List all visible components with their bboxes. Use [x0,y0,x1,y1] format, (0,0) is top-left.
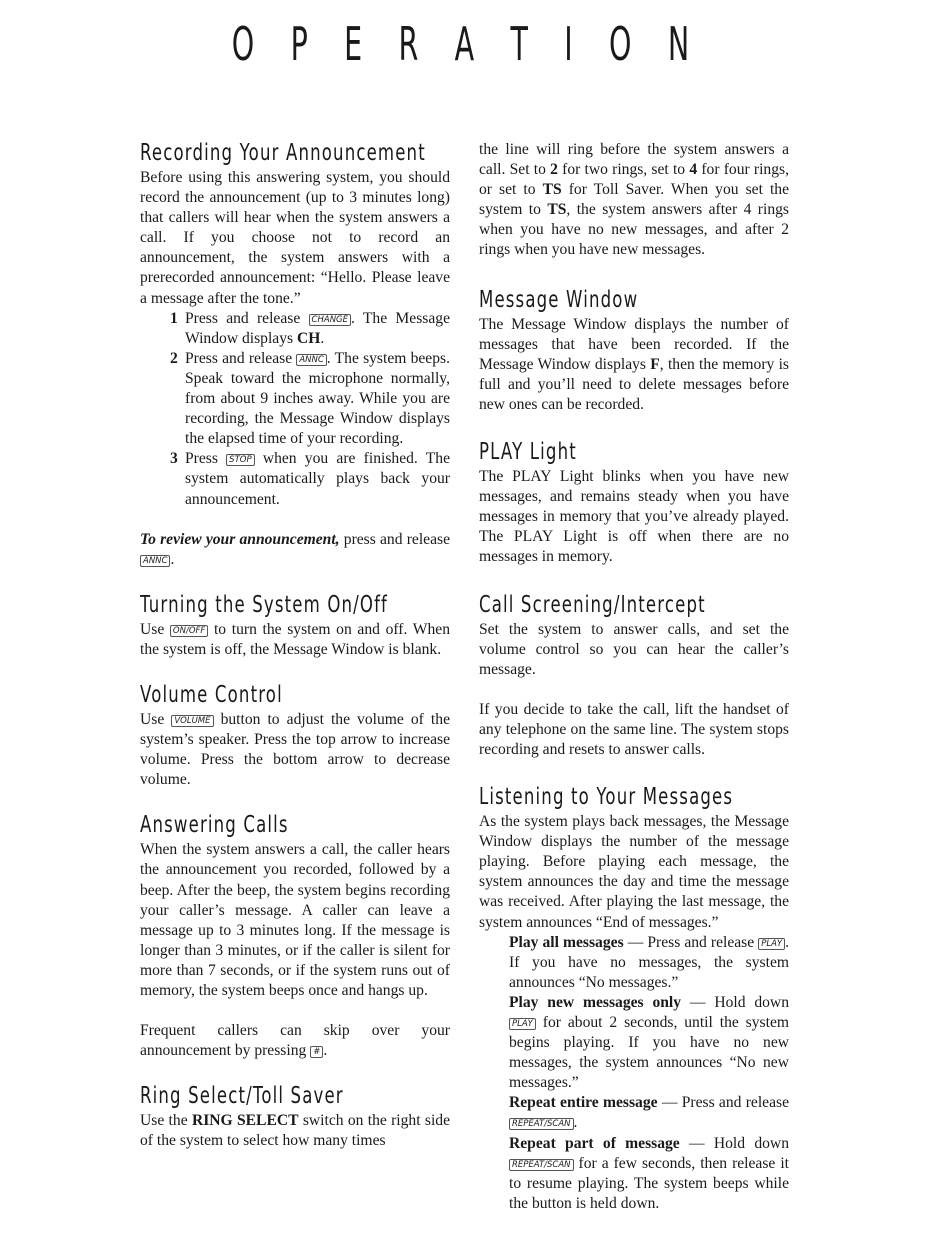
step-text: . The Message Window displays [185,309,450,347]
heading-answering: Answering Calls [140,812,289,839]
step-2 [170,349,450,449]
review-text: press and release [339,530,450,548]
recording-intro: Before using this answering system, you should record the announcement (up to 3 minutes long) that callers will hear when the system answers a call. If you choose not to record an announcement, the system answers with a prerecorded announcement: “Hello. Please leave a message after the tone.” [140,169,450,307]
skip-end: . [323,1042,328,1060]
repeat-scan-key-icon: REPEAT/SCAN [509,1118,574,1130]
ring-continued [479,140,789,261]
page-title: O P E R A T I O N [231,17,703,71]
ring-setting-4: 4 [689,161,698,179]
option-pre: — Press and release [623,933,755,951]
listening-intro: As the system plays back messages, the Message Window displays the number of the message playing. Before playing each message, the system announces the day and time the message was received. After playing the last message, the system announces “End of messages.” [479,813,789,931]
option-title: Repeat entire message [509,1094,658,1112]
onoff-text [140,620,450,660]
annc-key-icon: ANNC [140,555,170,567]
step-text: . [320,329,325,347]
step-1 [170,309,450,349]
ring-cont-text: for two rings, set to [562,161,686,179]
ring-select-switch: RING SELECT [191,1112,299,1130]
step-number: 3 [170,450,178,468]
heading-screening: Call Screening/Intercept [479,591,706,618]
section-volume [140,680,450,790]
onoff-post: to turn the system on and off. When the system is off, the Message Window is blank. [140,620,450,658]
option-repeat-entire [509,1093,789,1133]
section-ring [140,1081,450,1151]
step-3 [170,449,450,509]
repeat-scan-key-icon: REPEAT/SCAN [509,1159,574,1171]
recording-steps [140,309,450,510]
step-number: 1 [170,309,178,327]
option-title: Repeat part of message [509,1134,680,1152]
screening-text-2: If you decide to take the call, lift the handset of any telephone on the same line. The system stops recording and resets to answer calls. [479,700,789,758]
section-onoff [140,590,450,660]
ring-setting-2: 2 [550,161,558,179]
mw-pre: The Message Window displays the number of messages that have been recorded. If the Message Window displays [479,315,789,373]
heading-ring: Ring Select/Toll Saver [140,1083,344,1110]
ring-cont-text: for four rings, or set to [479,161,789,199]
option-title: Play new messages only [509,993,682,1011]
heading-play-light: PLAY Light [479,439,577,466]
message-window-text [479,315,789,415]
option-play-all [509,933,789,993]
section-answering [140,810,450,1061]
section-recording [140,138,450,570]
ring-setting-ts: TS [542,181,562,199]
ring-post: switch on the right side of the system to select how many times [140,1112,450,1150]
volume-post: button to adjust the volume of the system’s speaker. Press the top arrow to increase volume. Press the bottom arrow to decrease volume. [140,710,450,789]
heading-listening: Listening to Your Messages [479,784,734,811]
option-pre: — Press and release [657,1094,790,1112]
heading-volume: Volume Control [140,681,283,708]
ring-cont-text: , the system answers after 4 rings when you have no new messages, and after 2 rings when you have new messages. [479,201,789,259]
heading-onoff: Turning the System On/Off [140,591,389,618]
ring-pre: Use the [140,1112,188,1130]
step-text: Press and release [185,309,301,327]
change-key-icon: CHANGE [309,314,351,326]
option-pre: — Hold down [679,1134,789,1152]
step-text: Press [185,450,218,468]
answering-text: When the system answers a call, the caller hears the announcement you recorded, followed by a beep. After the beep, the system begins recording your caller’s message. A caller can leave a message up to 3 minutes long. If the message is longer than 3 minutes, or if the caller is silent for more than 7 seconds, or if the system runs out of memory, the system beeps once and hangs up. [140,841,450,999]
annc-key-icon: ANNC [296,354,326,366]
listening-options [479,933,789,1214]
ring-text [140,1111,450,1151]
option-play-new [509,993,789,1093]
volume-key-icon: VOLUME [171,715,213,727]
onoff-pre: Use [140,620,165,638]
pound-key-icon: # [310,1046,323,1058]
right-column [479,140,789,1214]
display-ch: CH [297,329,321,347]
ring-cont-text: the line will ring before the system answers a call. Set to [479,141,789,179]
heading-message-window: Message Window [479,286,639,313]
answering-skip [140,1021,450,1061]
step-text: when you are finished. The system automatically plays back your announcement. [185,450,450,508]
step-text: Press and release [185,349,293,367]
review-end: . [170,550,175,568]
onoff-key-icon: ON/OFF [170,625,208,637]
play-light-text: The PLAY Light blinks when you have new messages, and remains steady when you have messages in memory that you’ve already played. The PLAY Light is off when there are no messages in memory. [479,468,789,566]
play-key-icon: PLAY [509,1018,536,1030]
section-message-window [479,285,789,415]
volume-text [140,710,450,790]
option-post: . [573,1114,578,1132]
section-play-light [479,437,789,567]
heading-recording: Recording Your Announcement [140,140,426,166]
section-listening [479,782,789,1214]
display-f: F [650,355,660,373]
mw-post: , then the memory is full and you’ll need to delete messages before new ones can be recorded. [479,355,789,413]
screening-text-1: Set the system to answer calls, and set the volume control so you can hear the caller’s message. [479,620,789,678]
section-screening [479,590,789,761]
left-column [140,138,450,1151]
option-pre: — Hold down [681,993,789,1011]
step-text: . The system beeps. Speak toward the microphone normally, from about 9 inches away. While you are recording, the Message Window displays the elapsed time of your recording. [185,349,450,448]
play-key-icon: PLAY [758,938,785,950]
ring-cont-text: for Toll Saver. When you set the system to [479,181,789,219]
stop-key-icon: STOP [226,454,254,466]
option-post: for a few seconds, then release it to resume playing. The system beeps while the button is held down. [509,1154,789,1212]
option-post: . If you have no messages, the system announces “No messages.” [509,933,790,991]
option-post: for about 2 seconds, until the system begins playing. If you have no new messages, the system announces “No new messages.” [509,1014,789,1092]
review-bold: To review your announcement, [140,530,340,548]
volume-pre: Use [140,710,165,728]
skip-pre: Frequent callers can skip over your announcement by pressing [140,1022,450,1060]
ring-setting-ts: TS [547,201,567,219]
review-note [140,530,450,570]
option-title: Play all messages [509,933,624,951]
option-repeat-part [509,1134,789,1214]
step-number: 2 [170,349,178,367]
